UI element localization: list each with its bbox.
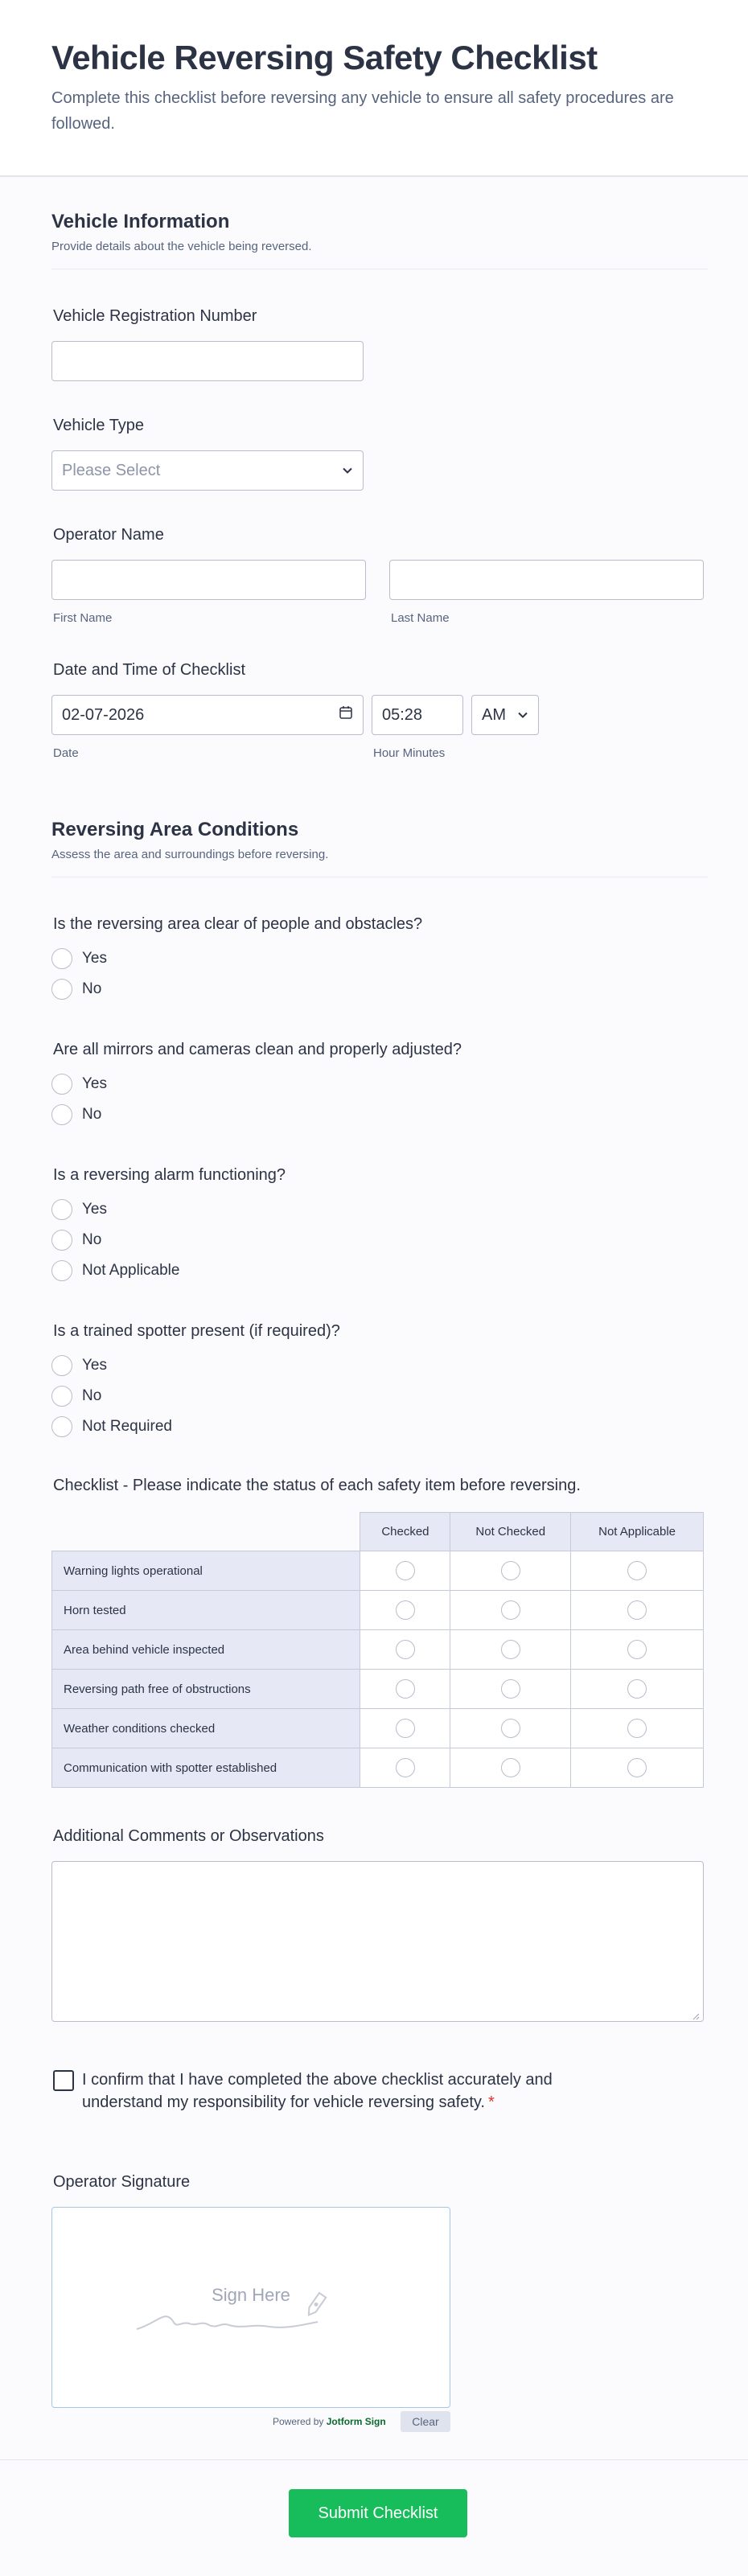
matrix-cell[interactable]	[571, 1551, 704, 1591]
powered-prefix: Powered by	[273, 2416, 324, 2427]
radio-label: Yes	[82, 1201, 107, 1218]
submit-button[interactable]: Submit Checklist	[289, 2489, 467, 2537]
form-title: Vehicle Reversing Safety Checklist	[51, 39, 598, 76]
area-section-title: Reversing Area Conditions	[51, 819, 299, 840]
matrix-row-label: Horn tested	[52, 1591, 360, 1630]
matrix-row	[52, 1709, 704, 1748]
matrix-cell[interactable]	[450, 1591, 571, 1630]
radio-label: Yes	[82, 950, 107, 967]
jotform-sign-brand: Jotform Sign	[326, 2416, 386, 2427]
area-section-subtitle: Assess the area and surroundings before reversing.	[51, 848, 329, 861]
signature-label: Operator Signature	[53, 2173, 191, 2191]
matrix-cell[interactable]	[360, 1630, 450, 1670]
matrix-row-label: Reversing path free of obstructions	[52, 1670, 360, 1709]
radio-button[interactable]	[627, 1561, 647, 1580]
matrix-cell[interactable]	[571, 1630, 704, 1670]
last-name-input[interactable]	[389, 560, 704, 600]
matrix-cell[interactable]	[450, 1709, 571, 1748]
matrix-row	[52, 1748, 704, 1788]
confirm-checkbox[interactable]	[53, 2070, 74, 2091]
radio-label: Not Applicable	[82, 1262, 180, 1279]
required-mark: *	[487, 2093, 495, 2111]
radio-button[interactable]	[627, 1640, 647, 1659]
confirm-text: I confirm that I have completed the above checklist accurately and understand my responsibility for vehicle reversing safety.	[82, 2071, 553, 2111]
confirm-label	[82, 2069, 605, 2114]
radio-button[interactable]	[501, 1758, 520, 1777]
matrix-cell[interactable]	[571, 1670, 704, 1709]
matrix-cell[interactable]	[360, 1670, 450, 1709]
question-alarm-label: Is a reversing alarm functioning?	[53, 1166, 286, 1184]
matrix-row-label: Weather conditions checked	[52, 1709, 360, 1748]
matrix-row	[52, 1670, 704, 1709]
radio-option[interactable]	[51, 947, 107, 970]
radio-button[interactable]	[501, 1679, 520, 1699]
radio-label: No	[82, 1231, 102, 1248]
radio-button[interactable]	[627, 1758, 647, 1777]
matrix-label: Checklist - Please indicate the status of each safety item before reversing.	[53, 1477, 581, 1494]
radio-button[interactable]	[501, 1561, 520, 1580]
chevron-down-icon	[342, 462, 353, 480]
radio-button[interactable]	[51, 1230, 72, 1251]
radio-button[interactable]	[51, 948, 72, 969]
radio-option[interactable]	[51, 1229, 101, 1251]
radio-button[interactable]	[396, 1561, 415, 1580]
first-name-sublabel: First Name	[53, 611, 113, 625]
sign-here-placeholder: Sign Here	[212, 2285, 290, 2305]
question-area-clear-label: Is the reversing area clear of people and obstacles?	[53, 915, 423, 933]
radio-button[interactable]	[396, 1600, 415, 1620]
checklist-matrix	[51, 1512, 704, 1788]
signature-pad[interactable]	[51, 2207, 450, 2408]
radio-button[interactable]	[396, 1719, 415, 1738]
matrix-cell[interactable]	[360, 1591, 450, 1630]
radio-option[interactable]	[51, 1198, 107, 1221]
powered-by	[273, 2416, 386, 2427]
date-input[interactable]	[51, 695, 364, 735]
matrix-column-header: Not Checked	[450, 1513, 571, 1551]
matrix-row-label: Communication with spotter established	[52, 1748, 360, 1788]
radio-button[interactable]	[501, 1640, 520, 1659]
matrix-cell[interactable]	[360, 1551, 450, 1591]
radio-label: No	[82, 1387, 102, 1404]
matrix-cell[interactable]	[360, 1709, 450, 1748]
matrix-cell[interactable]	[360, 1748, 450, 1788]
ampm-value: AM	[482, 705, 506, 724]
question-spotter-label: Is a trained spotter present (if required)?	[53, 1322, 340, 1340]
clear-signature-button[interactable]: Clear	[401, 2411, 450, 2432]
last-name-sublabel: Last Name	[391, 611, 450, 625]
question-mirrors-label: Are all mirrors and cameras clean and properly adjusted?	[53, 1041, 462, 1058]
radio-option[interactable]	[51, 1415, 172, 1438]
matrix-corner	[52, 1513, 360, 1551]
vehicle-type-placeholder: Please Select	[62, 461, 161, 479]
radio-option[interactable]	[51, 1259, 179, 1282]
signature-scribble-icon	[133, 2285, 374, 2341]
ampm-select[interactable]	[471, 695, 539, 735]
radio-label: Yes	[82, 1357, 107, 1374]
radio-button[interactable]	[51, 1074, 72, 1095]
datetime-label: Date and Time of Checklist	[53, 661, 245, 679]
matrix-cell[interactable]	[450, 1670, 571, 1709]
registration-label: Vehicle Registration Number	[53, 307, 257, 325]
radio-label: Not Required	[82, 1418, 172, 1435]
radio-button[interactable]	[396, 1640, 415, 1659]
operator-name-label: Operator Name	[53, 526, 164, 544]
radio-button[interactable]	[396, 1758, 415, 1777]
radio-button[interactable]	[51, 1416, 72, 1437]
matrix-cell[interactable]	[450, 1551, 571, 1591]
radio-label: No	[82, 980, 102, 997]
time-value: 05:28	[382, 705, 423, 724]
matrix-cell[interactable]	[450, 1748, 571, 1788]
radio-button[interactable]	[501, 1600, 520, 1620]
radio-option[interactable]	[51, 978, 101, 1000]
radio-button[interactable]	[51, 1260, 72, 1281]
form-subtitle: Complete this checklist before reversing any vehicle to ensure all safety procedures are followed.	[51, 89, 674, 133]
matrix-row-label: Warning lights operational	[52, 1551, 360, 1591]
time-sublabel: Hour Minutes	[373, 746, 446, 760]
radio-button[interactable]	[627, 1600, 647, 1620]
matrix-cell[interactable]	[571, 1709, 704, 1748]
comments-label: Additional Comments or Observations	[53, 1827, 324, 1845]
date-value: 02-07-2026	[62, 705, 145, 724]
radio-option[interactable]	[51, 1103, 101, 1126]
first-name-input[interactable]	[51, 560, 366, 600]
radio-button[interactable]	[51, 1386, 72, 1407]
resize-handle-icon[interactable]	[692, 2010, 700, 2018]
comments-textarea[interactable]	[51, 1861, 704, 2022]
calendar-icon[interactable]	[339, 705, 353, 725]
matrix-row-label: Area behind vehicle inspected	[52, 1630, 360, 1670]
vehicle-type-label: Vehicle Type	[53, 417, 145, 434]
radio-button[interactable]	[51, 1355, 72, 1376]
radio-button[interactable]	[51, 1104, 72, 1125]
vehicle-section-subtitle: Provide details about the vehicle being reversed.	[51, 240, 312, 253]
form-header	[0, 0, 748, 177]
matrix-row	[52, 1551, 704, 1591]
radio-button[interactable]	[396, 1679, 415, 1699]
radio-option[interactable]	[51, 1385, 101, 1407]
radio-label: Yes	[82, 1075, 107, 1092]
matrix-column-header: Checked	[360, 1513, 450, 1551]
radio-button[interactable]	[51, 979, 72, 1000]
matrix-cell[interactable]	[571, 1591, 704, 1630]
matrix-column-header: Not Applicable	[571, 1513, 704, 1551]
radio-option[interactable]	[51, 1354, 107, 1377]
registration-input[interactable]	[51, 341, 364, 381]
radio-button[interactable]	[627, 1679, 647, 1699]
radio-label: No	[82, 1106, 102, 1123]
vehicle-type-select[interactable]	[51, 450, 364, 491]
matrix-cell[interactable]	[450, 1630, 571, 1670]
matrix-row	[52, 1591, 704, 1630]
vehicle-section-title: Vehicle Information	[51, 211, 230, 232]
date-sublabel: Date	[53, 746, 79, 760]
radio-option[interactable]	[51, 1073, 107, 1095]
matrix-row	[52, 1630, 704, 1670]
radio-button[interactable]	[627, 1719, 647, 1738]
radio-button[interactable]	[51, 1199, 72, 1220]
radio-button[interactable]	[501, 1719, 520, 1738]
chevron-down-icon	[517, 706, 528, 725]
time-input[interactable]	[372, 695, 463, 735]
matrix-cell[interactable]	[571, 1748, 704, 1788]
footer-divider	[0, 2459, 748, 2460]
